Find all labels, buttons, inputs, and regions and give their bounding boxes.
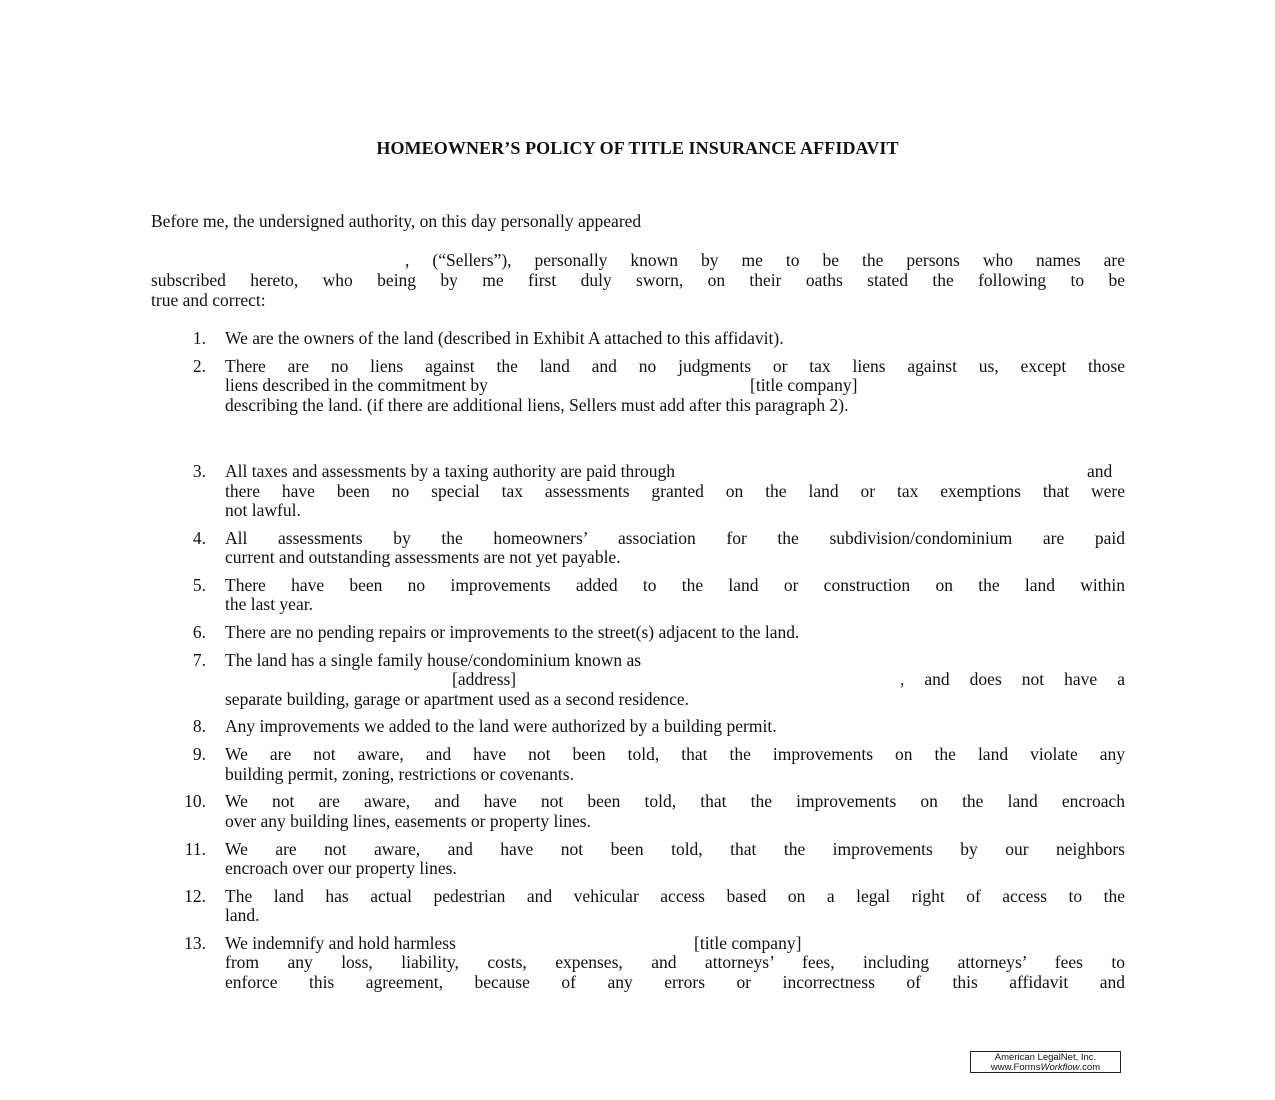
item-4-line-1: All assessments by the homeowners’ association for the subdivision/condominium are paid [225,528,1125,548]
item-3-and: and [1087,461,1113,481]
item-3-line-1: All taxes and assessments by a taxing authority are paid through [225,461,676,481]
title-company-placeholder: [title company] [694,933,802,953]
item-11-line-1: We are not aware, and have not been told, that the improvements by our neighbors [225,839,1125,859]
item-number: 5. [192,575,206,595]
item-10-line-1: We not are aware, and have not been told, that the improvements on the land encroach [225,791,1125,811]
item-9-line-2: building permit, zoning, restrictions or covenants. [225,764,574,784]
item-12-line-1: The land has actual pedestrian and vehicular access based on a legal right of access to the [225,886,1125,906]
item-13-line-2: from any loss, liability, costs, expenses, and attorneys’ fees, including attorneys’ fees to [225,952,1125,972]
item-2-line-1: There are no liens against the land and no judgments or tax liens against us, except those [225,356,1125,376]
item-13-line-1: We indemnify and hold harmless [225,933,456,953]
badge-line-2: www.FormsWorkflow.com [990,1062,1101,1073]
item-number: 1. [192,328,206,348]
intro-line-4: true and correct: [151,290,266,310]
title-company-placeholder: [title company] [750,375,858,395]
badge-line-1: American LegalNet, Inc. [994,1052,1097,1063]
american-legalnet-badge[interactable] [970,1051,1121,1073]
item-7-line-2-end: , and does not have a [900,669,1125,689]
item-number: 2. [192,356,206,376]
item-2-line-3: describing the land. (if there are additional liens, Sellers must add after this paragraph 2). [225,395,849,415]
item-5-line-1: There have been no improvements added to the land or construction on the land within [225,575,1125,595]
intro-line-2: , (“Sellers”), personally known by me to be the persons who names are [405,250,1125,270]
item-8-line-1: Any improvements we added to the land were authorized by a building permit. [225,716,777,736]
item-number: 11. [184,839,206,859]
item-1-line-1: We are the owners of the land (described in Exhibit A attached to this affidavit). [225,328,784,348]
item-7-line-1: The land has a single family house/condominium known as [225,650,642,670]
item-2-line-2: liens described in the commitment by [225,375,488,395]
intro-line-3: subscribed hereto, who being by me first duly sworn, on their oaths stated the following to be [151,270,1125,290]
intro-line-1: Before me, the undersigned authority, on this day personally appeared [151,211,642,231]
item-3-line-3: not lawful. [225,500,301,520]
document-title: HOMEOWNER’S POLICY OF TITLE INSURANCE AFFIDAVIT [376,138,899,158]
item-number: 6. [192,622,206,642]
item-4-line-2: current and outstanding assessments are not yet payable. [225,547,621,567]
item-number: 8. [192,716,206,736]
item-number: 9. [192,744,206,764]
item-number: 12. [184,886,206,906]
item-number: 13. [184,933,206,953]
address-placeholder: [address] [452,669,517,689]
item-number: 10. [184,791,206,811]
item-12-line-2: land. [225,905,260,925]
item-number: 4. [192,528,206,548]
item-number: 7. [192,650,206,670]
item-3-line-2: there have been no special tax assessments granted on the land or tax exemptions that were [225,481,1125,501]
item-7-line-3: separate building, garage or apartment used as a second residence. [225,689,690,709]
item-5-line-2: the last year. [225,594,313,614]
item-6-line-1: There are no pending repairs or improvements to the street(s) adjacent to the land. [225,622,800,642]
item-9-line-1: We are not aware, and have not been told, that the improvements on the land violate any [225,744,1125,764]
item-10-line-2: over any building lines, easements or property lines. [225,811,591,831]
item-11-line-2: encroach over our property lines. [225,858,457,878]
item-13-line-3: enforce this agreement, because of any errors or incorrectness of this affidavit and [225,972,1125,992]
item-number: 3. [192,461,206,481]
